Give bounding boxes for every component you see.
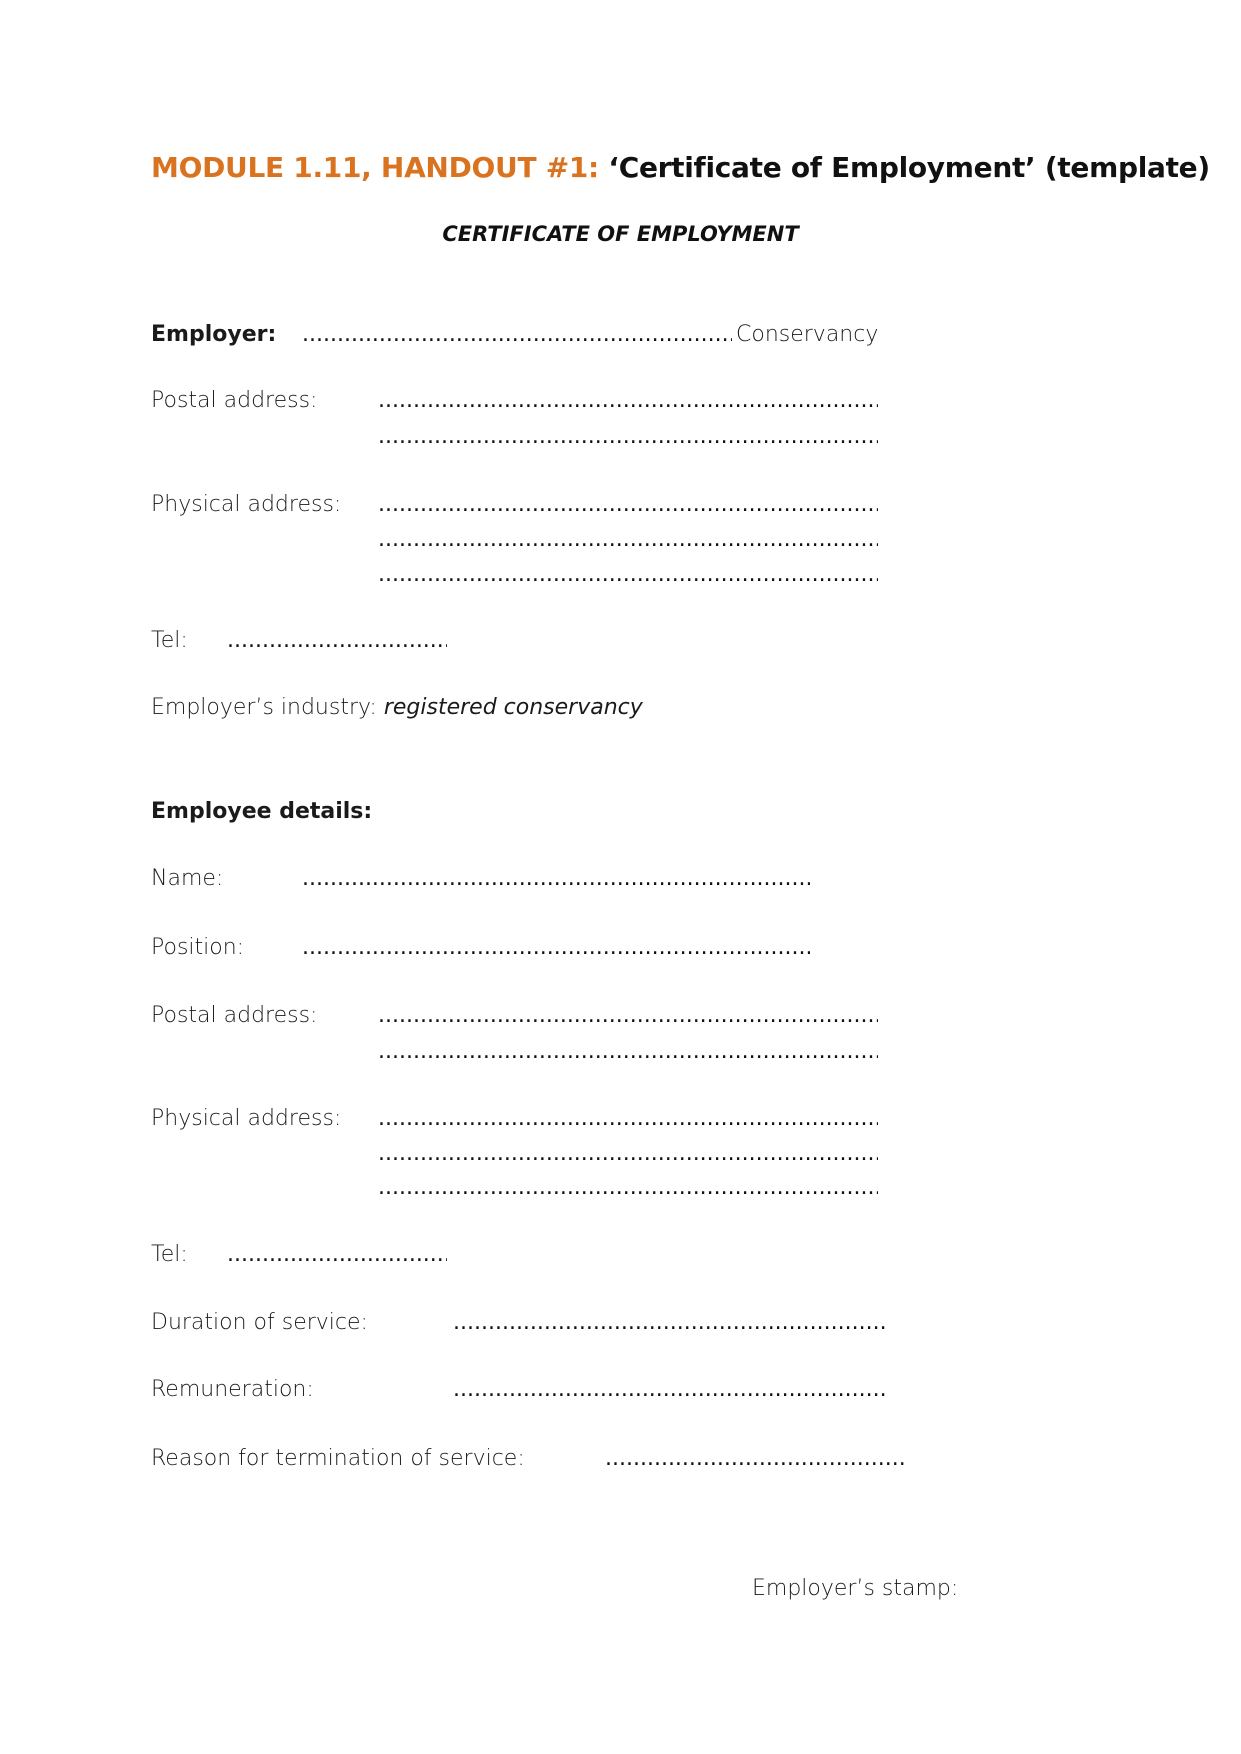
- employer-physical-label: Physical address:: [151, 492, 342, 517]
- employee-postal-label: Postal address:: [151, 1003, 318, 1028]
- duration-field[interactable]: [453, 1310, 888, 1335]
- module-label: MODULE 1.11, HANDOUT #1:: [151, 151, 599, 184]
- industry-value: registered conservancy: [383, 695, 643, 720]
- employee-postal-field-2[interactable]: [378, 1039, 878, 1064]
- employer-tel-field[interactable]: [227, 628, 447, 653]
- employer-name-field[interactable]: [302, 322, 732, 347]
- employer-postal-field-2[interactable]: [378, 424, 878, 449]
- employer-physical-field-3[interactable]: [378, 562, 878, 587]
- employee-physical-field-3[interactable]: [378, 1175, 878, 1200]
- employee-tel-label: Tel:: [151, 1242, 188, 1267]
- certificate-heading: CERTIFICATE OF EMPLOYMENT: [442, 222, 799, 246]
- employee-tel-field[interactable]: [227, 1242, 447, 1267]
- employee-postal-field-1[interactable]: [378, 1003, 878, 1028]
- employer-physical-field-1[interactable]: [378, 492, 878, 517]
- termination-field[interactable]: [605, 1446, 905, 1471]
- remuneration-label: Remuneration:: [151, 1377, 314, 1402]
- page-title: [151, 151, 1210, 184]
- employer-tel-label: Tel:: [151, 628, 188, 653]
- employer-industry: [151, 695, 643, 720]
- document-title: ‘Certificate of Employment’ (template): [608, 151, 1210, 184]
- employee-name-field[interactable]: [302, 866, 810, 891]
- employee-physical-field-2[interactable]: [378, 1141, 878, 1166]
- employer-stamp-label: Employer’s stamp:: [752, 1576, 959, 1601]
- employer-physical-field-2[interactable]: [378, 527, 878, 552]
- employee-details-heading: Employee details:: [151, 799, 373, 824]
- employee-physical-label: Physical address:: [151, 1106, 342, 1131]
- employee-physical-field-1[interactable]: [378, 1106, 878, 1131]
- duration-label: Duration of service:: [151, 1310, 368, 1335]
- termination-label: Reason for termination of service:: [151, 1446, 525, 1471]
- industry-label: Employer’s industry:: [151, 695, 377, 720]
- employee-position-label: Position:: [151, 935, 245, 960]
- remuneration-field[interactable]: [453, 1377, 888, 1402]
- employee-position-field[interactable]: [302, 935, 810, 960]
- employee-name-label: Name:: [151, 866, 224, 891]
- employer-suffix: Conservancy: [736, 322, 879, 347]
- employer-postal-label: Postal address:: [151, 388, 318, 413]
- employer-postal-field-1[interactable]: [378, 388, 878, 413]
- employer-label: Employer:: [151, 322, 277, 347]
